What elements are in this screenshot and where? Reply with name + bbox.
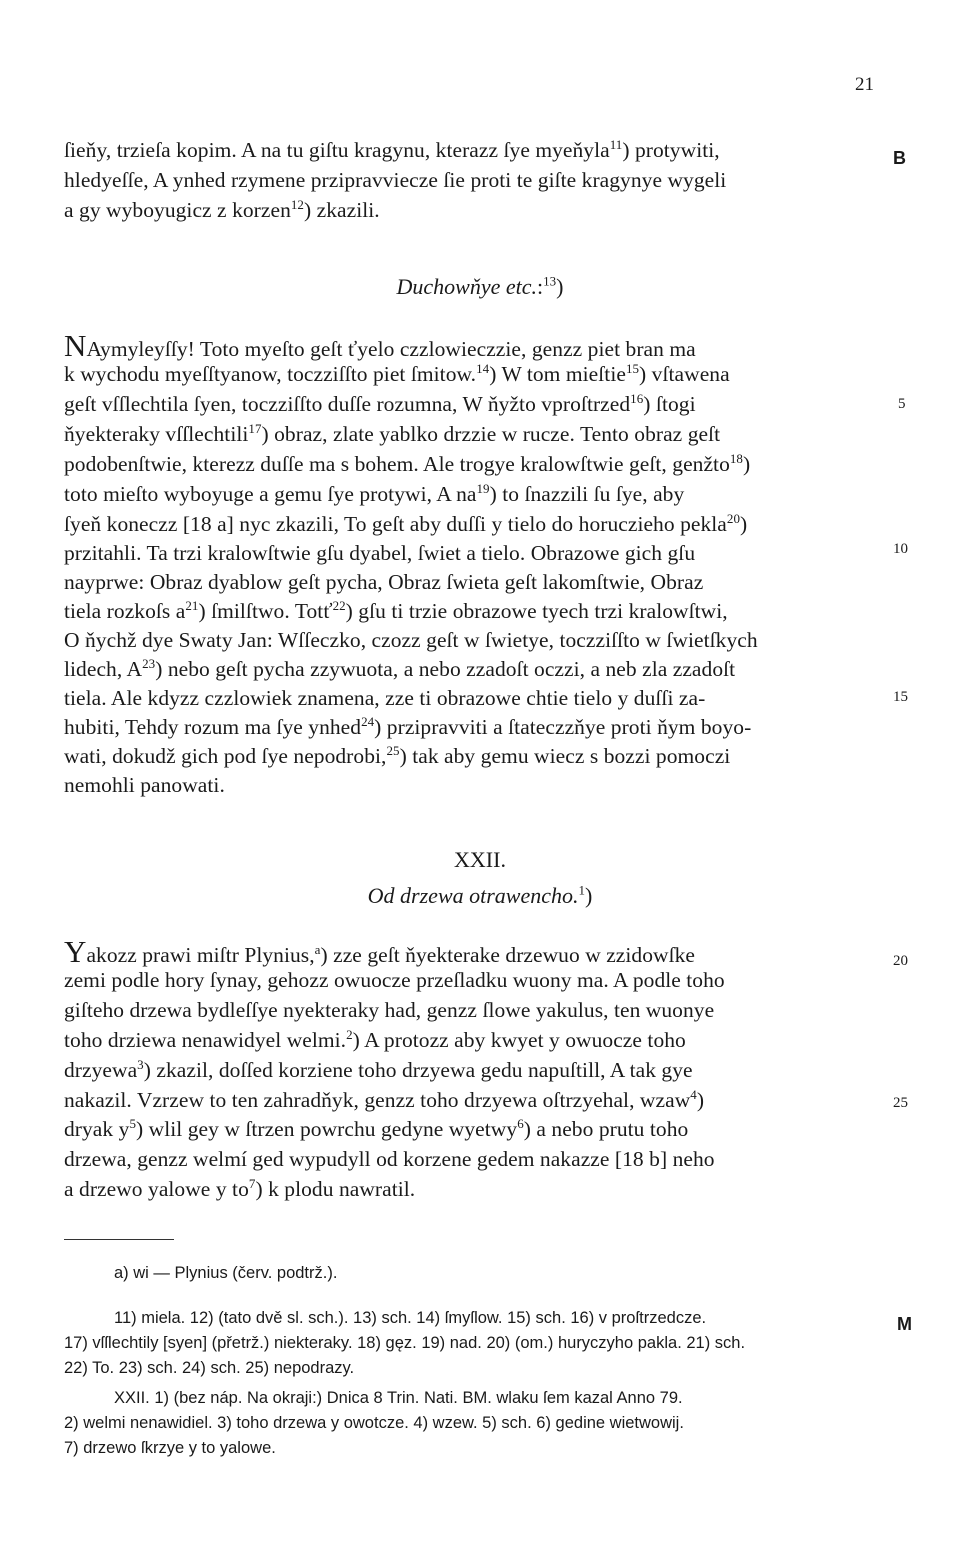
- chapter-title: Od drzewa otrawencho.$^1$): [367, 882, 593, 908]
- footnote-line: 7) drzewo ſkrzye y to yalowe.: [64, 1439, 276, 1457]
- text-line: toho drziewa nenawidyel welmi.$^2$) A protozz aby kwyet y owuocze toho: [64, 1026, 686, 1052]
- margin-line-15: 15: [893, 689, 908, 705]
- text-line: podobenſtwie, kterezz duſſe ma s bohem. Ale trogye kralowſtwie geſt, genžto$^{18}$): [64, 450, 751, 476]
- text-line: nayprwe: Obraz dyablow geſt pycha, Obraz ſwieta geſt lakomſtwie, Obraz: [64, 570, 704, 594]
- chapter-number: XXII.: [454, 847, 506, 872]
- margin-line-5: 5: [898, 396, 906, 412]
- drop-cap: N: [64, 328, 87, 363]
- margin-line-20: 20: [893, 953, 908, 969]
- text-line: O ňychž dye Swaty Jan: Wſſeczko, czozz geſt w ſwietye, toczziſſto w ſwietſkych: [64, 628, 758, 652]
- text-line: wati, dokudž gich pod ſye nepodrobi,$^{25}$) tak aby gemu wiecz s bozzi pomoczi: [64, 742, 731, 768]
- text-line: przitahli. Ta trzi kralowſtwie gſu dyabel, ſwiet a tielo. Obrazowe gich gſu: [64, 541, 696, 565]
- footnote-line: 22) To. 23) sch. 24) sch. 25) nepodrazy.: [64, 1359, 355, 1377]
- footnote-line: 17) vſſlechtily [syen] (přetrž.) niekteraky. 18) gęz. 19) nad. 20) (om.) huryczyho pakla. 21) sch.: [64, 1334, 746, 1352]
- text-line: drzyewa$^3$) zkazil, doſſed korziene toho drzyewa gedu napuſtill, A tak gye: [64, 1056, 693, 1082]
- footnote-line: XXII. 1) (bez náp. Na okraji:) Dnica 8 Trin. Nati. BM. wlaku ſem kazal Anno 79.: [114, 1389, 683, 1407]
- text-line: Yakozz prawi miſtr Plynius,$^a$) zze geſt ňyekterake drzewuo w zzidowſke: [64, 934, 696, 969]
- text-line: nemohli panowati.: [64, 773, 225, 797]
- text-line: toto mieſto wyboyuge a gemu ſye protywi, A $na^{19}$) to ſnazzili ſu ſye, aby: [64, 480, 685, 506]
- text-line: a drzewo yalowe y $to^7$) k plodu nawratil.: [64, 1175, 416, 1201]
- text-line: tiela rozkoſs $a^{21}$) ſmilſtwo. Totť$^{22}$) gſu ti trzie obrazowe tyech trzi kralowſtwi,: [64, 597, 728, 623]
- text-line: nakazil. Vzrzew to ten zahradňyk, genzz toho drzyewa oſtrzyehal, wzaw$^4$): [64, 1086, 705, 1112]
- text-line: drzewa, genzz welmí ged wypudyll od korzene gedem nakazze [18 b] neho: [64, 1147, 715, 1171]
- text-line: geſt vſſlechtila ſyen, toczziſſto duſſe rozumna, W ňyžto vproſtrzed$^{16}$) ſtogi: [64, 390, 696, 416]
- page-number: 21: [855, 74, 874, 95]
- text-line: ňyekteraky vſſlechtili$^{17}$) obraz, zlate yablko drzzie w rucze. Tento obraz geſt: [64, 420, 721, 446]
- text-line: NAymyleyſſy! Toto myeſto geſt ťyelo czzlowieczzie, genzz piet bran ma: [64, 328, 696, 363]
- footnote-line: 11) miela. 12) (tato dvě sl. sch.). 13) sch. 14) ſmyſlow. 15) sch. 16) v proſtrzedcze.: [114, 1309, 707, 1327]
- margin-line-25: 25: [893, 1095, 908, 1111]
- footnote-line: 2) welmi nenawidiel. 3) toho drzewa y owotcze. 4) wzew. 5) sch. 6) gedine wietwowij.: [64, 1414, 684, 1432]
- text-line: hubiti, Tehdy rozum ma ſye ynhed$^{24}$) przipravviti a ſtateczzňye proti ňym boyo-: [64, 713, 752, 739]
- text-line: zemi podle hory ſynay, gehozz owuocze przeſladku wuony ma. A podle toho: [64, 968, 725, 992]
- section-heading: Duchowňye etc.:$^{13}$): [396, 273, 564, 299]
- text-line: hledyeſſe, A ynhed rzymene przipravviecze ſie proti te giſte kragynye wygeli: [64, 168, 727, 192]
- footnote-divider: [64, 1239, 174, 1240]
- footnote-a: a) wi — Plynius (červ. podtrž.).: [114, 1264, 338, 1282]
- text-line: k wychodu myeſſtyanow, toczziſſto piet ſmitow.$^{14}$) W tom mieſtie$^{15}$) vſtawena: [64, 360, 730, 386]
- margin-line-10: 10: [893, 541, 908, 557]
- text-line: giſteho drzewa bydleſſye nyekteraky had, genzz ſlowe yakulus, ten wuonye: [64, 998, 715, 1022]
- text-line: a gy wyboyugicz z korzen$^{12}$) zkazili.: [64, 196, 380, 222]
- text-line: ſyeň koneczz [18 a] nyc zkazili, To geſt aby duſſi y tielo do horuczieho pekla$^{20}$): [64, 510, 748, 536]
- text-line: tiela. Ale kdyzz czzlowiek znamena, zze ti obrazowe chtie tielo y duſſi za-: [64, 686, 706, 710]
- margin-letter-m: M: [897, 1314, 912, 1334]
- text-line: dryak $y^5$) wlil gey w ſtrzen powrchu gedyne wyetwy$^6$) a nebo prutu toho: [64, 1115, 689, 1141]
- text-line: ſieňy, trzieſa kopim. A na tu giſtu kragynu, kterazz ſye myeňyla$^{11}$) protywiti,: [64, 136, 720, 162]
- drop-cap: Y: [64, 934, 87, 969]
- margin-letter-b: B: [893, 148, 906, 168]
- text-line: lidech, $A^{23}$) nebo geſt pycha zzywuota, a nebo zzadoſt oczzi, a neb zla zzadoſt: [64, 655, 736, 681]
